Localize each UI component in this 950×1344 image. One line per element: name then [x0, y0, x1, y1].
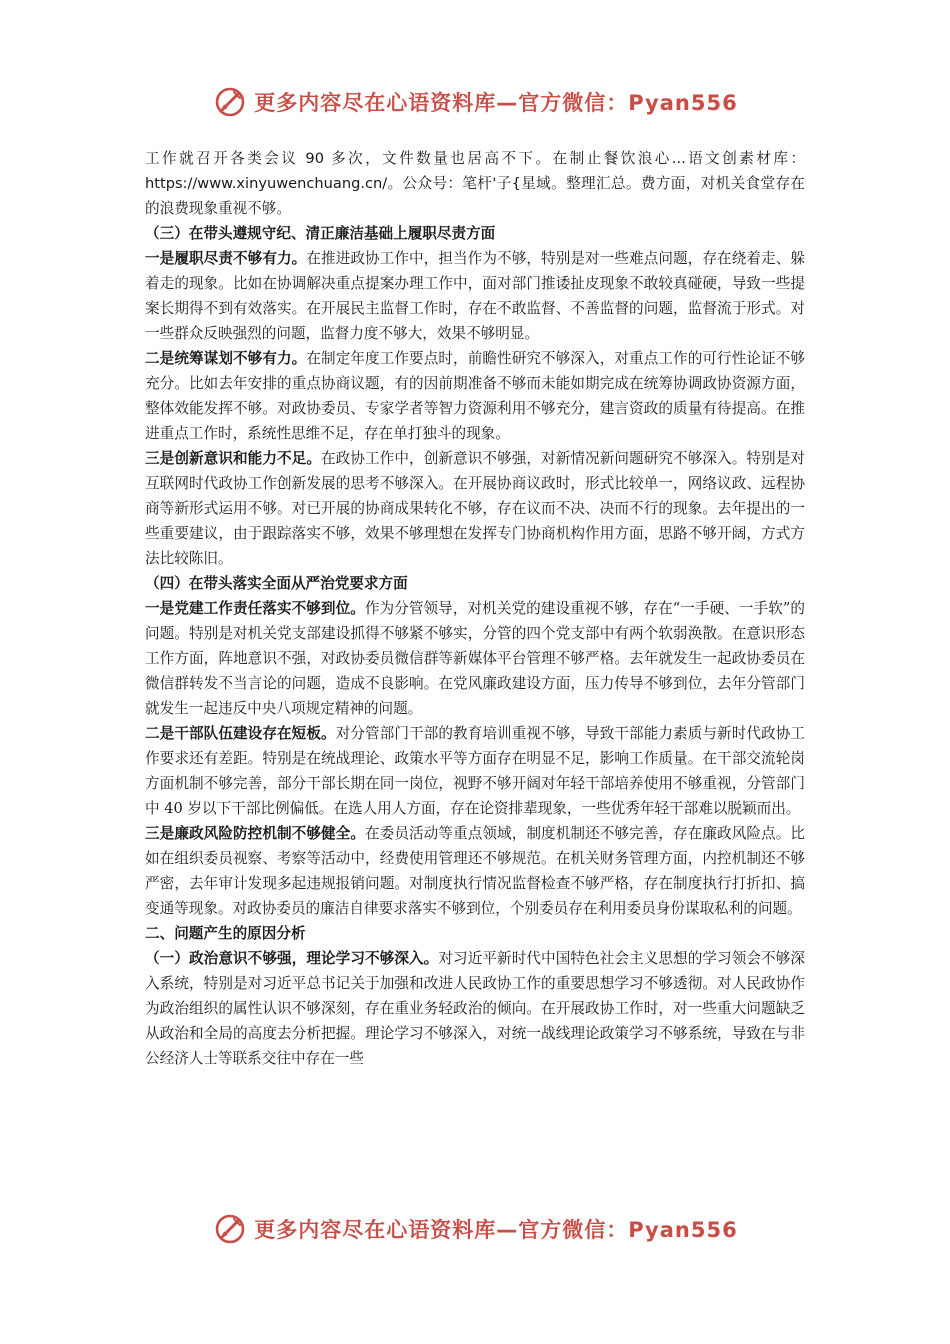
point-text: 作为分管领导，对机关党的建设重视不够，存在“一手硬、一手软”的问题。特别是对机关党支部建设抓得不够紧不够实，分管的四个党支部中有两个软弱涣散。在意识形态工作方面，阵地意识不强，对政协委员微信群等新媒体平台管理不够严格。去年就发生一起政协委员在微信群转发不当言论的问题，造成不良影响。在党风廉政建设方面，压力传导不够到位，去年分管部门就发生一起违反中央八项规定精神的问题。 [145, 600, 805, 717]
section-heading: 二、问题产生的原因分析 [145, 925, 306, 942]
point-title: （一）政治意识不够强，理论学习不够深入。 [145, 950, 439, 967]
body-paragraph: 工作就召开各类会议 90 多次，文件数量也居高不下。在制止餐饮浪心...语文创素材库：https://www.xinyuwenchuang.cn/。公众号：笔杆'子{星域。整理汇总。费方面，对机关食堂存在的浪费现象重视不够。 [145, 150, 805, 217]
point-title: 二是统筹谋划不够有力。 [145, 350, 307, 367]
point-text: 在委员活动等重点领域，制度机制还不够完善，存在廉政风险点。比如在组织委员视察、考察等活动中，经费使用管理还不够规范。在机关财务管理方面，内控机制还不够严密，去年审计发现多起违规报销问题。对制度执行情况监督检查不够严格，存在制度执行打折扣、搞变通等现象。对政协委员的廉洁自律要求落实不够到位，个别委员存在利用委员身份谋取私利的问题。 [145, 825, 805, 917]
document-body [145, 146, 805, 1071]
point-text: 对分管部门干部的教育培训重视不够，导致干部能力素质与新时代政协工作要求还有差距。特别是在统战理论、政策水平等方面存在明显不足，影响工作质量。在干部交流轮岗方面机制不够完善，部分干部长期在同一岗位，视野不够开阔对年轻干部培养使用不够重视，分管部门中 40 岁以下干部比例偏低。在选人用人方面，存在论资排辈现象，一些优秀年轻干部难以脱颖而出。 [145, 725, 805, 817]
point-text: 在制定年度工作要点时，前瞻性研究不够深入，对重点工作的可行性论证不够充分。比如去年安排的重点协商议题，有的因前期准备不够而未能如期完成在统筹协调政协资源方面，整体效能发挥不够。对政协委员、专家学者等智力资源利用不够充分，建言资政的质量有待提高。在推进重点工作时，系统性思维不足，存在单打独斗的现象。 [145, 350, 805, 442]
section-heading: （四）在带头落实全面从严治党要求方面 [145, 575, 408, 592]
point-title: 三是廉政风险防控机制不够健全。 [145, 825, 366, 842]
logo-icon [212, 1211, 248, 1247]
body-paragraph [145, 346, 805, 446]
body-paragraph [145, 946, 805, 1071]
body-paragraph [145, 446, 805, 571]
point-title: 二是干部队伍建设存在短板。 [145, 725, 336, 742]
point-text: 对习近平新时代中国特色社会主义思想的学习领会不够深入系统，特别是对习近平总书记关于加强和改进人民政协工作的重要思想学习不够透彻。对人民政协作为政治组织的属性认识不够深刻，存在重业务轻政治的倾向。在开展政协工作时，对一些重大问题缺乏从政治和全局的高度去分析把握。理论学习不够深入，对统一战线理论政策学习不够系统，导致在与非公经济人士等联系交往中存在一些 [145, 950, 805, 1067]
body-paragraph [145, 821, 805, 921]
body-paragraph [145, 721, 805, 821]
banner-text: 更多内容尽在心语资料库—官方微信：Pyan556 [254, 1218, 738, 1242]
header-banner [0, 82, 950, 122]
point-title: 一是履职尽责不够有力。 [145, 250, 307, 267]
footer-banner [0, 1209, 950, 1249]
point-text: 在推进政协工作中，担当作为不够，特别是对一些难点问题，存在绕着走、躲着走的现象。比如在协调解决重点提案办理工作中，面对部门推诿扯皮现象不敢较真碰硬，导致一些提案长期得不到有效落实。在开展民主监督工作时，存在不敢监督、不善监督的问题，监督流于形式。对一些群众反映强烈的问题，监督力度不够大，效果不够明显。 [145, 250, 805, 342]
body-paragraph [145, 246, 805, 346]
point-text: 在政协工作中，创新意识不够强，对新情况新问题研究不够深入。特别是对互联网时代政协工作创新发展的思考不够深入。在开展协商议政时，形式比较单一，网络议政、远程协商等新形式运用不够。对已开展的协商成果转化不够，存在议而不决、决而不行的现象。去年提出的一些重要建议，由于跟踪落实不够，效果不够理想在发挥专门协商机构作用方面，思路不够开阔，方式方法比较陈旧。 [145, 450, 805, 567]
body-paragraph [145, 596, 805, 721]
logo-icon [212, 84, 248, 120]
section-heading: （三）在带头遵规守纪、清正廉洁基础上履职尽责方面 [145, 225, 496, 242]
point-title: 一是党建工作责任落实不够到位。 [145, 600, 365, 617]
banner-text: 更多内容尽在心语资料库—官方微信：Pyan556 [254, 91, 738, 115]
point-title: 三是创新意识和能力不足。 [145, 450, 322, 467]
